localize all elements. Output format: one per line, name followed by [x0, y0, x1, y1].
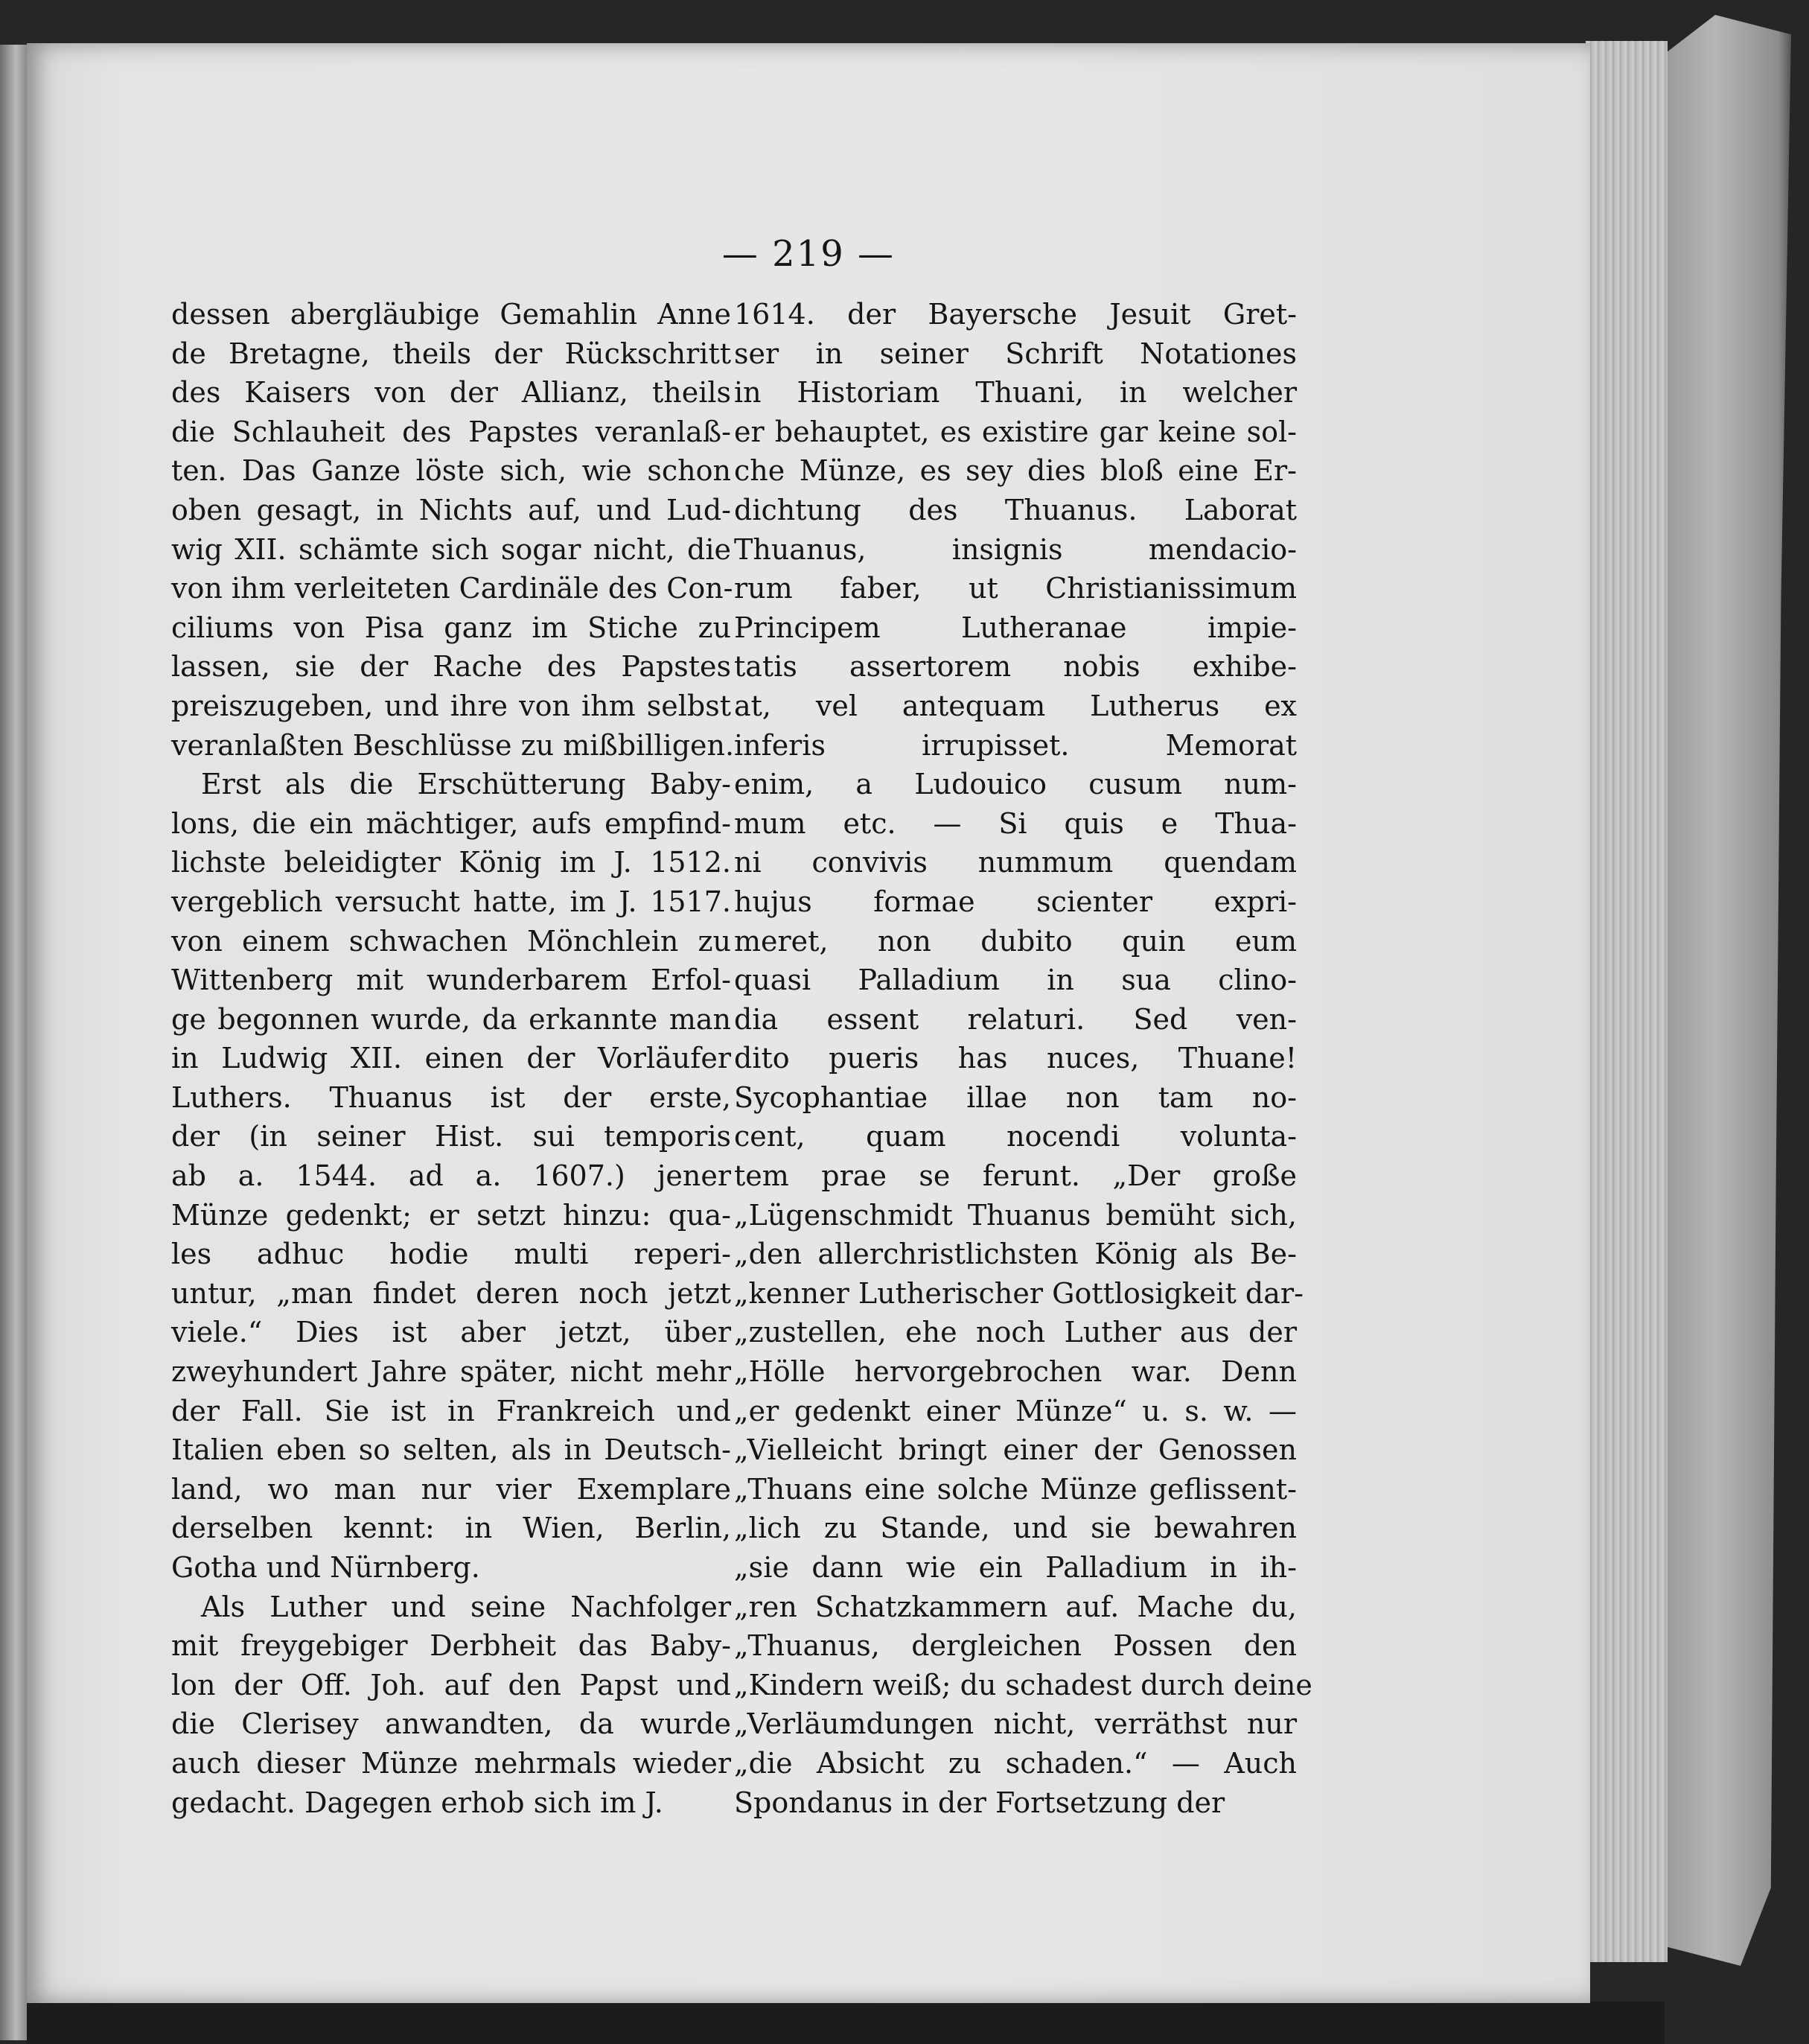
text-line: che Münze, es sey dies bloß eine Er- [734, 454, 1297, 488]
text-line: mum etc. — Si quis e Thua- [734, 806, 1297, 840]
text-line: derselben kennt: in Wien, Berlin, [171, 1512, 731, 1545]
text-line: untur, „man findet deren noch jetzt [171, 1276, 731, 1310]
text-line: Thuanus, insignis mendacio- [734, 532, 1297, 566]
left-text-column [171, 295, 735, 1822]
text-line: von ihm verleiteten Cardinäle des Con- [171, 572, 733, 605]
text-line: Als Luther und seine Nachfolger [201, 1590, 731, 1623]
page-number-header: — 219 — [721, 233, 896, 275]
text-line: Münze gedenkt; er setzt hinzu: qua- [171, 1198, 731, 1232]
text-line: „Kindern weiß; du schadest durch deine [734, 1668, 1312, 1701]
text-line: Spondanus in der Fortsetzung der [734, 1786, 1225, 1819]
book-page [27, 43, 1590, 2003]
text-line: lassen, sie der Rache des Papstes [171, 650, 731, 684]
text-line: preiszugeben, und ihre von ihm selbst [171, 689, 731, 722]
text-line: Erst als die Erschütterung Baby- [201, 768, 731, 801]
text-line: die Clerisey anwandten, da wurde [171, 1707, 731, 1741]
text-line: 1614. der Bayersche Jesuit Gret- [734, 298, 1297, 331]
text-line: „Thuans eine solche Münze geflissent- [734, 1472, 1297, 1506]
text-line: ser in seiner Schrift Notationes [734, 337, 1297, 370]
text-line: in Ludwig XII. einen der Vorläufer [171, 1042, 731, 1075]
text-line: lichste beleidigter König im J. 1512. [171, 846, 731, 879]
text-line: ab a. 1544. ad a. 1607.) jener [171, 1159, 731, 1193]
book-cover-edge [1665, 15, 1791, 1966]
text-line: Luthers. Thuanus ist der erste, [171, 1080, 731, 1114]
text-line: „Vielleicht bringt einer der Genossen [734, 1433, 1297, 1467]
text-line: in Historiam Thuani, in welcher [734, 376, 1297, 410]
previous-page-edge [0, 45, 27, 2040]
text-line: „die Absicht zu schaden.“ — Auch [734, 1746, 1297, 1780]
bottom-shadow [27, 2002, 1665, 2044]
text-line: von einem schwachen Mönchlein zu [171, 924, 731, 958]
text-line: der (in seiner Hist. sui temporis [171, 1120, 731, 1153]
text-line: die Schlauheit des Papstes veranlaß- [171, 415, 731, 448]
text-line: inferis irrupisset. Memorat [734, 728, 1297, 762]
text-line: cent, quam nocendi volunta- [734, 1120, 1297, 1153]
text-line: „zustellen, ehe noch Luther aus der [734, 1316, 1297, 1349]
text-line: gedacht. Dagegen erhob sich im J. [171, 1786, 663, 1819]
text-line: dessen abergläubige Gemahlin Anne [171, 298, 731, 331]
text-line: „lich zu Stande, und sie bewahren [734, 1512, 1297, 1545]
text-line: enim, a Ludouico cusum num- [734, 768, 1297, 801]
text-line: dichtung des Thuanus. Laborat [734, 493, 1297, 526]
text-line: „Thuanus, dergleichen Possen den [734, 1629, 1297, 1663]
text-line: mit freygebiger Derbheit das Baby- [171, 1629, 731, 1663]
text-line: „Verläumdungen nicht, verräthst nur [734, 1707, 1297, 1741]
text-line: ge begonnen wurde, da erkannte man [171, 1002, 731, 1036]
text-line: „kenner Lutherischer Gottlosigkeit dar- [734, 1276, 1304, 1310]
right-text-column [734, 295, 1312, 1822]
text-line: Gotha und Nürnberg. [171, 1551, 480, 1584]
text-line: tatis assertorem nobis exhibe- [734, 650, 1297, 684]
text-line: wig XII. schämte sich sogar nicht, die [171, 532, 731, 566]
text-line: de Bretagne, theils der Rückschritt [171, 337, 731, 370]
text-line: „den allerchristlichsten König als Be- [734, 1238, 1297, 1271]
text-line: veranlaßten Beschlüsse zu mißbilligen. [171, 728, 735, 762]
text-line: les adhuc hodie multi reperi- [171, 1238, 731, 1271]
text-line: quasi Palladium in sua clino- [734, 964, 1297, 997]
text-line: „ren Schatzkammern auf. Mache du, [734, 1590, 1297, 1623]
text-line: viele.“ Dies ist aber jetzt, über [171, 1316, 731, 1349]
text-line: oben gesagt, in Nichts auf, und Lud- [171, 493, 731, 526]
text-line: at, vel antequam Lutherus ex [734, 689, 1297, 722]
text-line: der Fall. Sie ist in Frankreich und [171, 1394, 731, 1427]
text-line: zweyhundert Jahre später, nicht mehr [171, 1355, 731, 1389]
text-line: ni convivis nummum quendam [734, 846, 1297, 879]
text-line: ciliums von Pisa ganz im Stiche zu [171, 611, 731, 644]
text-line: Wittenberg mit wunderbarem Erfol- [171, 964, 731, 997]
text-line: dito pueris has nuces, Thuane! [734, 1042, 1297, 1075]
text-line: „er gedenkt einer Münze“ u. s. w. — [734, 1394, 1297, 1427]
text-line: hujus formae scienter expri- [734, 885, 1297, 918]
text-line: des Kaisers von der Allianz, theils [171, 376, 731, 410]
text-line: auch dieser Münze mehrmals wieder [171, 1746, 731, 1780]
text-line: vergeblich versucht hatte, im J. 1517. [171, 885, 731, 918]
text-line: land, wo man nur vier Exemplare [171, 1472, 731, 1506]
text-line: Italien eben so selten, als in Deutsch- [171, 1433, 731, 1467]
text-line: „Hölle hervorgebrochen war. Denn [734, 1355, 1297, 1389]
text-line: dia essent relaturi. Sed ven- [734, 1002, 1297, 1036]
text-line: tem prae se ferunt. „Der große [734, 1159, 1297, 1193]
text-line: lons, die ein mächtiger, aufs empfind- [171, 806, 731, 840]
text-line: Sycophantiae illae non tam no- [734, 1080, 1297, 1114]
text-line: „sie dann wie ein Palladium in ih- [734, 1551, 1297, 1584]
text-line: lon der Off. Joh. auf den Papst und [171, 1668, 731, 1701]
text-line: Principem Lutheranae impie- [734, 611, 1297, 644]
text-line: ten. Das Ganze löste sich, wie schon [171, 454, 731, 488]
page-block-edges [1586, 41, 1668, 1962]
text-line: meret, non dubito quin eum [734, 924, 1297, 958]
text-line: „Lügenschmidt Thuanus bemüht sich, [734, 1198, 1297, 1232]
text-line: er behauptet, es existire gar keine sol- [734, 415, 1297, 448]
text-line: rum faber, ut Christianissimum [734, 572, 1297, 605]
